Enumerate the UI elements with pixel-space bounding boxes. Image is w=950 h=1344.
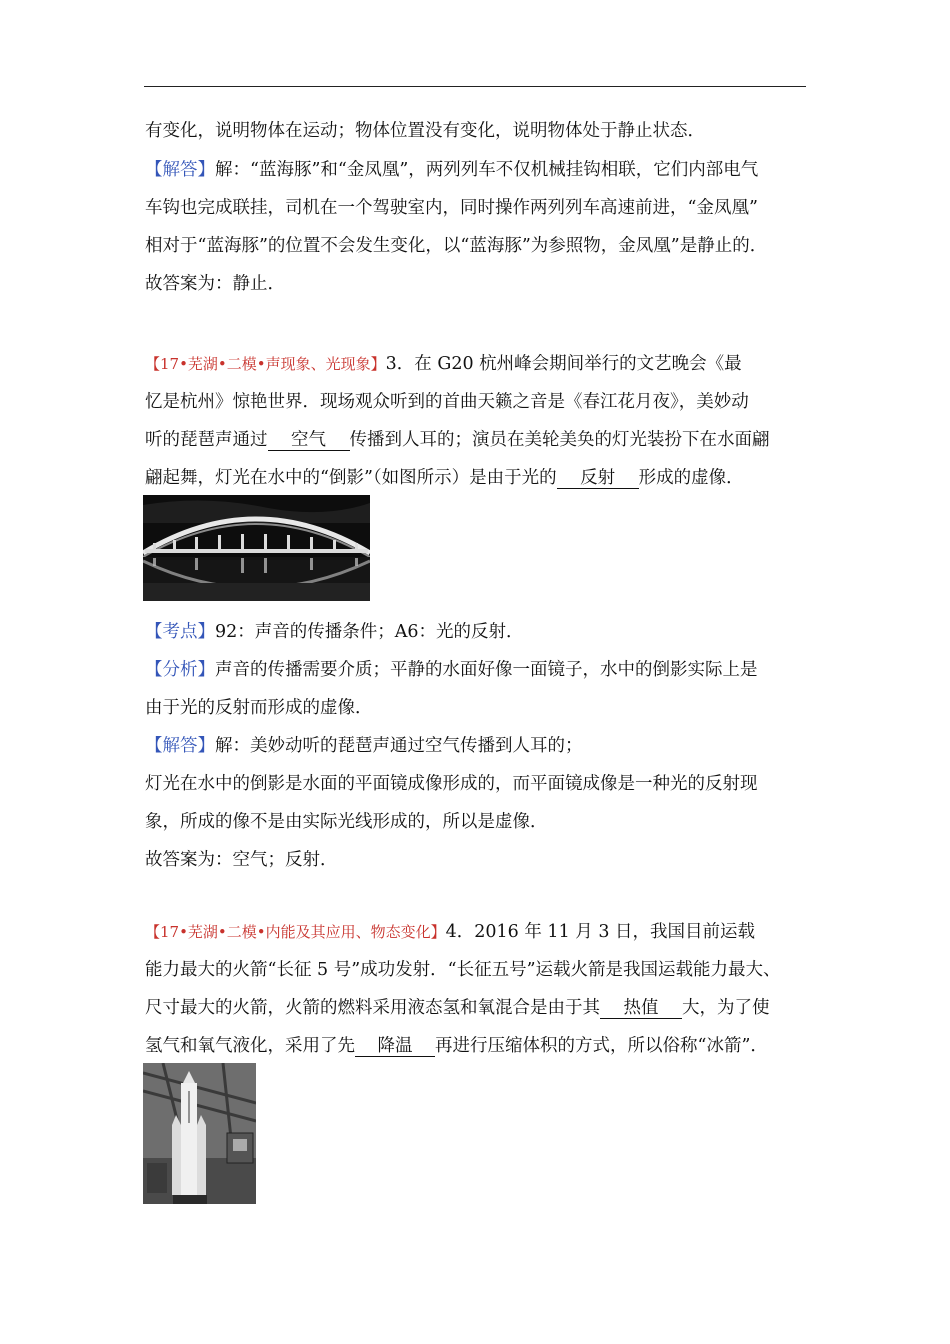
kaodian-label: 【考点】 (145, 622, 215, 642)
text-line: 象，所成的像不是由实际光线形成的，所以是虚像． (145, 812, 548, 832)
fenxi-line: 【分析】声音的传播需要介质；平静的水面好像一面镜子，水中的倒影实际上是 (145, 660, 758, 680)
answer-blank: 降温 (355, 1036, 435, 1057)
answer-line: 【解答】解：美妙动听的琵琶声通过空气传播到人耳的； (145, 736, 583, 756)
header-rule (144, 86, 806, 87)
source-tag: 【17•芜湖•二模•内能及其应用、物态变化】 (145, 923, 446, 941)
answer-blank: 空气 (268, 430, 350, 451)
text-line: 由于光的反射而形成的虚像． (145, 698, 373, 718)
final-answer: 故答案为：空气；反射． (145, 850, 338, 870)
answer-label: 【解答】 (145, 160, 215, 180)
final-answer: 故答案为：静止． (145, 274, 285, 294)
text-line: 翩起舞，灯光在水中的“倒影”（如图所示）是由于光的 反射 形成的虚像． (145, 468, 744, 488)
answer-label: 【解答】 (145, 736, 215, 756)
text-line: 相对于“蓝海豚”的位置不会发生变化，以“蓝海豚”为参照物，金凤凰”是静止的． (145, 236, 768, 256)
text-line: 有变化，说明物体在运动；物体位置没有变化，说明物体处于静止状态． (145, 121, 705, 141)
kaodian-line: 【考点】92：声音的传播条件；A6：光的反射． (145, 622, 524, 642)
text-line: 能力最大的火箭“长征 5 号”成功发射．“长征五号”运载火箭是我国运载能力最大、 (145, 960, 781, 980)
text-line: 忆是杭州》惊艳世界．现场观众听到的首曲天籁之音是《春江花月夜》，美妙动 (145, 392, 749, 412)
source-tag: 【17•芜湖•二模•声现象、光现象】 (145, 355, 386, 373)
text-line: 车钩也完成联挂，司机在一个驾驶室内，同时操作两列列车高速前进，“金凤凰” (145, 198, 758, 218)
answer-blank: 反射 (557, 468, 639, 489)
answer-line: 【解答】解：“蓝海豚”和“金凤凰”，两列列车不仅机械挂钩相联，它们内部电气 (145, 160, 759, 180)
fenxi-label: 【分析】 (145, 660, 215, 680)
text-line: 尺寸最大的火箭，火箭的燃料采用液态氢和氧混合是由于其 热值 大，为了使 (145, 998, 770, 1018)
text-line: 氢气和氧气液化，采用了先 降温 再进行压缩体积的方式，所以俗称“冰箭”． (145, 1036, 768, 1056)
rocket-photo (143, 1063, 256, 1204)
answer-blank: 热值 (600, 998, 682, 1019)
question-4-line: 【17•芜湖•二模•内能及其应用、物态变化】4．2016 年 11 月 3 日，我国目前运载 (145, 922, 756, 942)
stage-reflection-photo (143, 495, 370, 601)
text-line: 灯光在水中的倒影是水面的平面镜成像形成的，而平面镜成像是一种光的反射现 (145, 774, 758, 794)
question-3-line: 【17•芜湖•二模•声现象、光现象】3．在 G20 杭州峰会期间举行的文艺晚会《最 (145, 354, 742, 374)
text-line: 听的琵琶声通过 空气 传播到人耳的；演员在美轮美奂的灯光装扮下在水面翩 (145, 430, 770, 450)
